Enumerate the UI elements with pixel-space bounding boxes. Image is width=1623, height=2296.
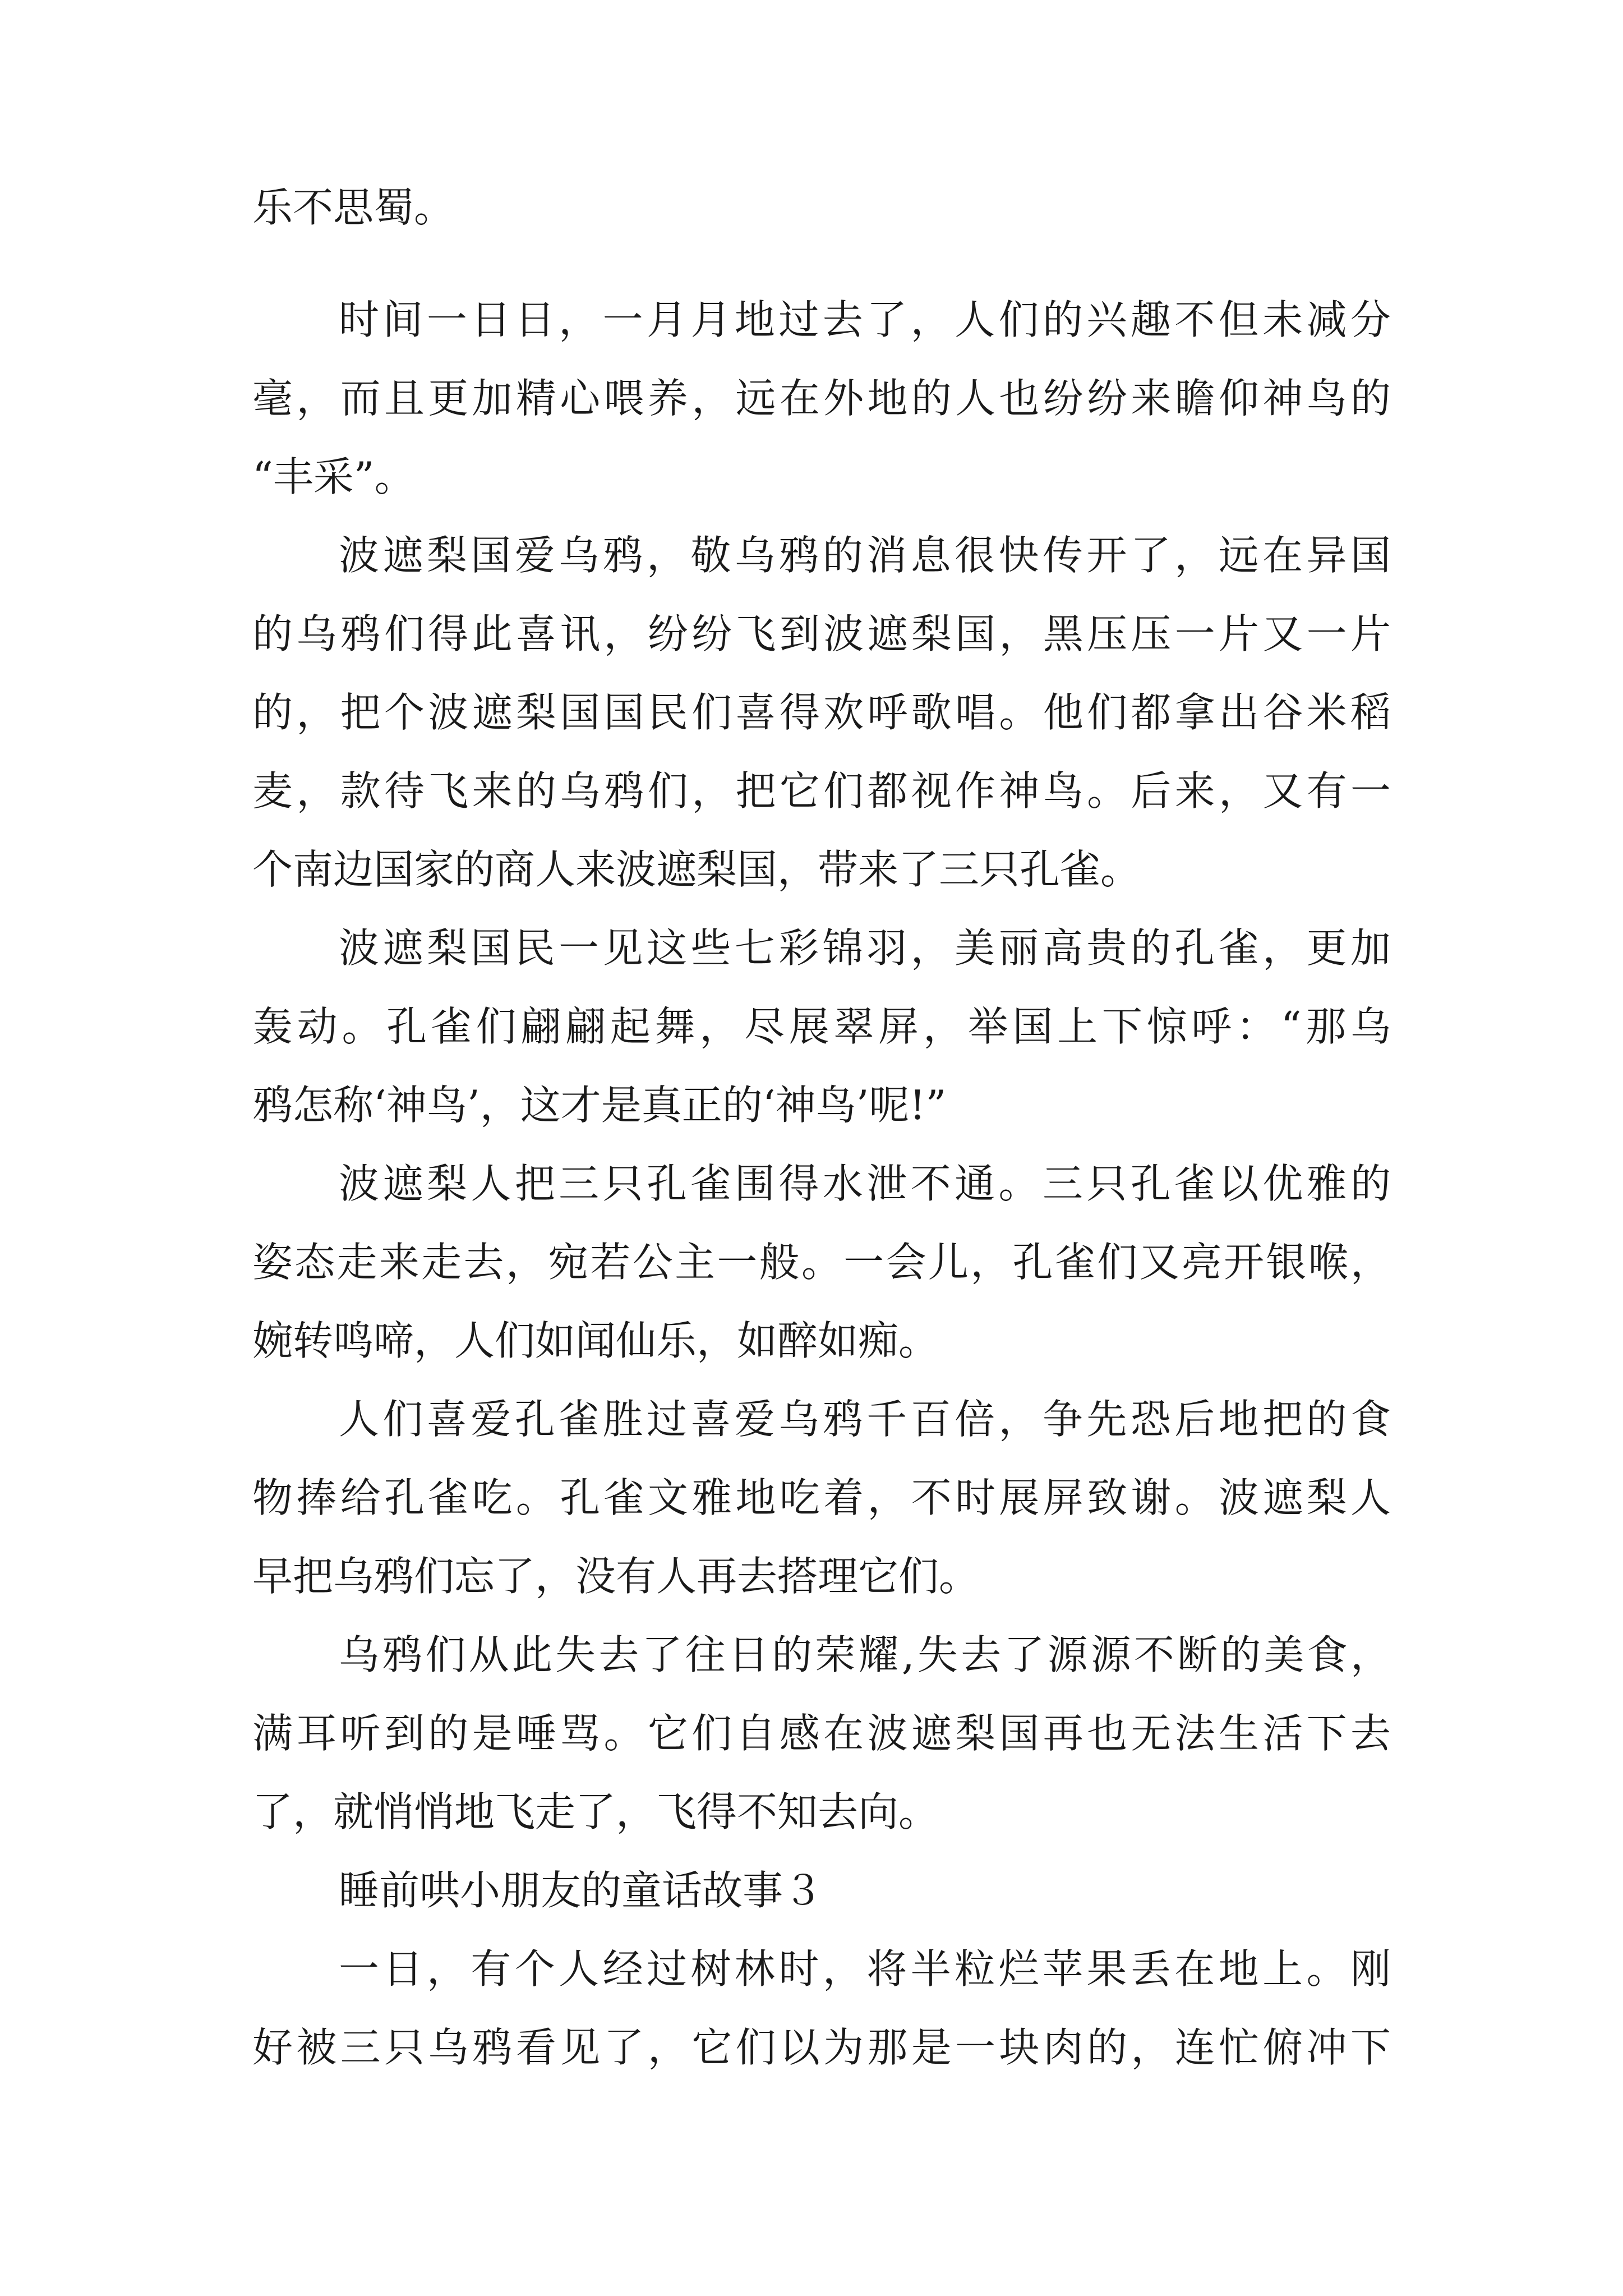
text-line: 鸦怎称‘神鸟’，这才是真正的‘神鸟’呢!” xyxy=(252,1082,947,1129)
text-line: 的，把个波遮梨国国民们喜得欢呼歌唱。他们都拿出谷米稻 xyxy=(252,689,1391,736)
text-line: 毫，而且更加精心喂养，远在外地的人也纷纷来瞻仰神鸟的 xyxy=(252,375,1391,422)
text-line: 婉转鸣啼，人们如闻仙乐，如醉如痴。 xyxy=(252,1317,939,1364)
text-line: 了，就悄悄地飞走了，飞得不知去向。 xyxy=(252,1788,939,1835)
text-line: 物捧给孔雀吃。孔雀文雅地吃着，不时展屏致谢。波遮梨人 xyxy=(252,1474,1391,1521)
section-heading: 睡前哄小朋友的童话故事３ xyxy=(339,1867,824,1914)
text-line: 乌鸦们从此失去了往日的荣耀,失去了源源不断的美食， xyxy=(339,1631,1391,1678)
text-line: 乐不思蜀。 xyxy=(252,184,455,231)
text-line: 个南边国家的商人来波遮梨国，带来了三只孔雀。 xyxy=(252,846,1141,893)
text-line: 波遮梨国爱乌鸦，敬乌鸦的消息很快传开了，远在异国 xyxy=(339,532,1391,579)
text-line: 的乌鸦们得此喜讯，纷纷飞到波遮梨国，黑压压一片又一片 xyxy=(252,610,1391,657)
text-line: 姿态走来走去，宛若公主一般。一会儿，孔雀们又亮开银喉， xyxy=(252,1239,1391,1286)
text-line: 好被三只乌鸦看见了，它们以为那是一块肉的，连忙俯冲下 xyxy=(252,2024,1391,2071)
text-line: 波遮梨人把三只孔雀围得水泄不通。三只孔雀以优雅的 xyxy=(339,1160,1391,1207)
text-line: 轰动。孔雀们翩翩起舞，尽展翠屏，举国上下惊呼：“那乌 xyxy=(252,1003,1391,1050)
text-line: 波遮梨国民一见这些七彩锦羽，美丽高贵的孔雀，更加 xyxy=(339,924,1391,972)
text-line: 麦，款待飞来的乌鸦们，把它们都视作神鸟。后来，又有一 xyxy=(252,767,1391,815)
text-line: 满耳听到的是唾骂。它们自感在波遮梨国再也无法生活下去 xyxy=(252,1710,1391,1757)
text-line: “丰采”。 xyxy=(252,453,415,500)
text-line: 时间一日日，一月月地过去了，人们的兴趣不但未减分 xyxy=(339,296,1391,343)
text-line: 早把乌鸦们忘了，没有人再去搭理它们。 xyxy=(252,1553,980,1600)
text-line: 人们喜爱孔雀胜过喜爱乌鸦千百倍，争先恐后地把的食 xyxy=(339,1396,1391,1443)
text-line: 一日，有个人经过树林时，将半粒烂苹果丢在地上。刚 xyxy=(339,1945,1391,1993)
